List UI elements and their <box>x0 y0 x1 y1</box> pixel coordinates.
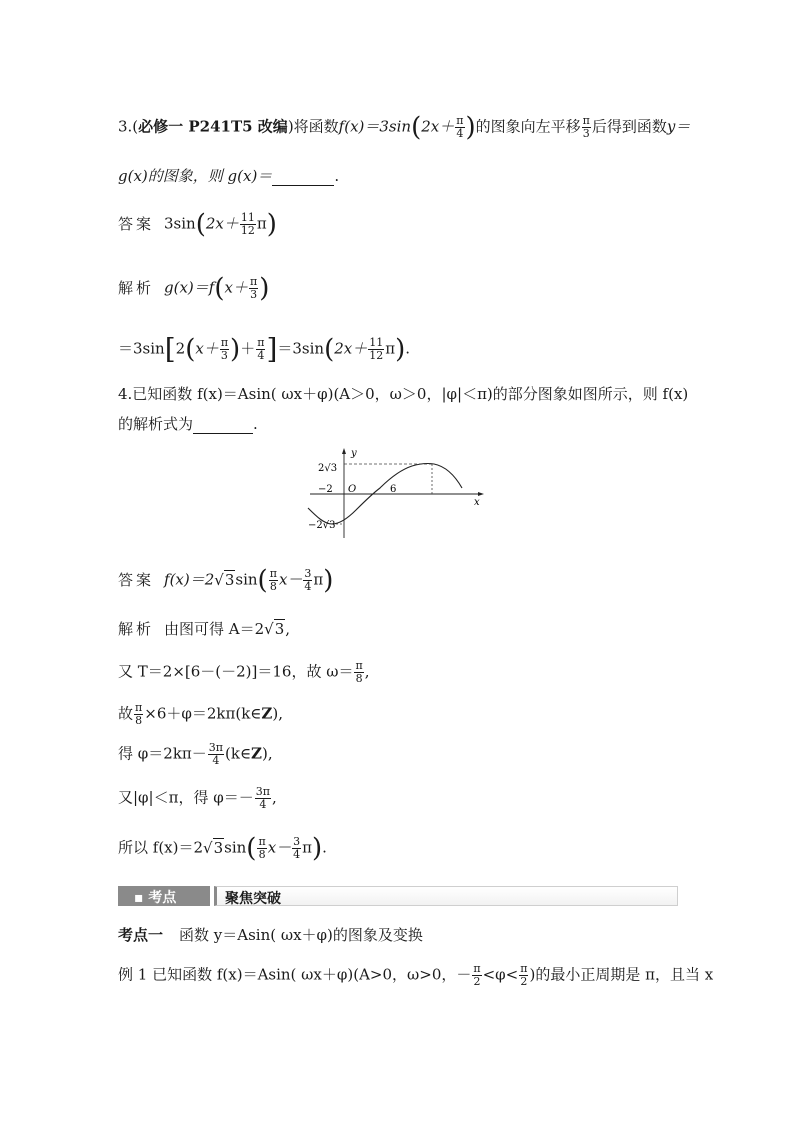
fraction-pi-4 <box>455 115 464 140</box>
answer-label: 答案 <box>118 570 155 589</box>
analysis-text: , <box>271 788 277 807</box>
q3-inner: 2x＋ <box>421 117 455 136</box>
q4-analysis-1 <box>118 619 290 639</box>
period: . <box>253 415 258 433</box>
analysis-text: sin <box>224 838 247 857</box>
q4-analysis-6 <box>118 833 327 864</box>
frac-den: 3 <box>220 349 228 362</box>
frac-num: π <box>355 659 363 672</box>
analysis-text: ×6＋φ＝2kπ(k∈ <box>144 704 262 723</box>
q4-line2 <box>118 414 258 434</box>
answer-expr: 3sin <box>164 214 196 233</box>
paren-close: ) <box>465 112 476 143</box>
analysis-text: ＝3sin <box>277 339 325 358</box>
analysis-text: ＋ <box>240 339 256 358</box>
analysis-text: 故 <box>118 704 134 723</box>
frac-num: 3 <box>293 835 301 848</box>
analysis-text: ), <box>262 744 273 763</box>
analysis-text: 2x＋ <box>334 339 368 358</box>
frac-den: 12 <box>369 349 384 362</box>
frac-den: 8 <box>258 848 266 861</box>
frac-num: 3π <box>255 785 270 798</box>
fraction-3-4 <box>292 836 301 861</box>
pi: π <box>313 570 324 589</box>
frac-num: π <box>258 835 266 848</box>
section-tag-label: ▪ 考点 <box>134 890 177 906</box>
q3-number: 3.( <box>118 117 139 136</box>
q3-analysis-2 <box>118 332 411 366</box>
x-axis-arrow <box>478 492 484 496</box>
answer-blank <box>272 171 334 186</box>
example-text: )的最小正周期是 π，且当 x <box>529 965 714 984</box>
frac-den: 4 <box>304 580 312 593</box>
fraction-pi-8 <box>269 568 278 593</box>
fraction-pi-8 <box>257 836 266 861</box>
topic-text: 函数 y＝Asin( ωx＋φ)的图象及变换 <box>179 926 423 944</box>
pi: π <box>385 339 396 358</box>
frac-den: 8 <box>135 714 143 727</box>
q3-text-c: 后得到函数 <box>591 117 667 136</box>
analysis-text: 又|φ|＜π，得 φ＝－ <box>118 788 254 807</box>
analysis-text: g(x)＝f <box>164 278 215 297</box>
tick-right: 6 <box>390 484 397 495</box>
fraction-pi-3 <box>582 115 591 140</box>
analysis-text: , <box>364 662 370 681</box>
q3-y-eq: y＝ <box>666 117 691 136</box>
paren-open: ( <box>246 833 257 864</box>
pi: π <box>302 838 313 857</box>
paren-open: ( <box>214 273 225 304</box>
analysis-text: ＝3sin <box>118 339 165 358</box>
answer-text: f(x)＝2 <box>164 570 215 589</box>
period: . <box>334 167 340 185</box>
q4-answer <box>118 565 334 596</box>
sqrt-radicand: 3 <box>274 620 285 638</box>
frac-den: 2 <box>520 975 528 988</box>
analysis-text: (k∈ <box>225 744 252 763</box>
frac-num: π <box>520 962 528 975</box>
frac-den: 8 <box>269 580 277 593</box>
analysis-text: x＋ <box>195 339 219 358</box>
paren-close: ) <box>259 273 270 304</box>
q3-source: 必修一 P241T5 改编 <box>138 117 288 136</box>
answer-inner: 2x＋ <box>205 214 239 233</box>
example-text: <φ< <box>482 965 519 984</box>
paren-open: ( <box>257 565 268 596</box>
q3-text-b: 的图象向左平移 <box>475 117 581 136</box>
answer-label: 答案 <box>118 214 155 233</box>
section-tag <box>118 886 210 906</box>
fraction-pi-3 <box>220 337 229 362</box>
sqrt: √3 <box>264 620 285 638</box>
q3-text-a: )将函数 <box>287 117 339 136</box>
q4-analysis-4 <box>118 742 273 767</box>
x-label: x <box>474 497 480 508</box>
example-text: 例 1 已知函数 f(x)＝Asin( ωx＋φ)(A>0，ω>0，－ <box>118 965 472 984</box>
fraction-pi-8 <box>134 702 143 727</box>
example-line <box>118 963 713 988</box>
q4-line2-text: 的解析式为 <box>118 415 194 433</box>
analysis-text: x－ <box>267 838 292 857</box>
frac-num: π <box>456 114 464 127</box>
q3-answer <box>118 209 277 240</box>
fraction-pi-2 <box>519 963 528 988</box>
q3-analysis-1 <box>118 273 270 304</box>
frac-den: 2 <box>473 975 481 988</box>
sqrt: √3 <box>214 570 235 589</box>
fraction-pi-3 <box>249 276 258 301</box>
paren-close: ) <box>266 209 277 240</box>
frac-den: 8 <box>355 672 363 685</box>
analysis-text: x＋ <box>224 278 248 297</box>
frac-den: 4 <box>212 754 220 767</box>
paren-close: ) <box>395 334 406 365</box>
integer-set: Z <box>251 744 262 763</box>
q4-line1: 4.已知函数 f(x)＝Asin( ωx＋φ)(A＞0，ω＞0，|φ|＜π)的部分图象如图所示，则 f(x) <box>118 385 689 403</box>
analysis-text: , <box>285 620 291 638</box>
bracket-open: [ <box>164 332 176 366</box>
topic-line <box>118 925 423 945</box>
frac-den: 4 <box>257 349 265 362</box>
frac-num: π <box>220 336 229 349</box>
paren-open: ( <box>185 334 196 365</box>
fraction-pi-2 <box>472 963 481 988</box>
frac-num: 3 <box>304 567 312 580</box>
frac-num: 11 <box>369 336 384 349</box>
frac-den: 4 <box>259 798 267 811</box>
analysis-text: 又 T＝2×[6－(－2)]＝16，故 ω＝ <box>118 662 354 681</box>
sqrt: √3 <box>203 838 224 857</box>
analysis-text: 2 <box>175 339 186 358</box>
integer-set: Z <box>261 704 273 723</box>
frac-den: 4 <box>456 127 464 140</box>
frac-num: π <box>257 336 265 349</box>
topic-label: 考点一 <box>118 926 164 944</box>
paren-close: ) <box>230 334 241 365</box>
paren-close: ) <box>323 565 334 596</box>
answer-blank <box>193 419 253 434</box>
section-header <box>118 886 678 906</box>
analysis-label: 解析 <box>118 620 155 638</box>
q4-analysis-5 <box>118 786 277 811</box>
analysis-text: 得 φ＝2kπ－ <box>118 744 207 763</box>
paren-close: ) <box>312 833 323 864</box>
analysis-text: 所以 f(x)＝2 <box>118 838 204 857</box>
frac-num: π <box>135 701 143 714</box>
frac-num: π <box>269 567 277 580</box>
fraction-3-4 <box>303 568 312 593</box>
q3-line2-text: g(x)的图象，则 g(x)＝ <box>118 167 273 185</box>
frac-den: 4 <box>293 848 301 861</box>
paren-open: ( <box>195 209 206 240</box>
fraction-3pi-4 <box>255 786 271 811</box>
frac-num: π <box>582 114 590 127</box>
sine-graph <box>304 448 488 540</box>
analysis-text: ), <box>272 704 283 723</box>
analysis-text: 由图可得 A＝2 <box>164 620 265 638</box>
tick-left: −2 <box>318 484 333 495</box>
answer-text: x－ <box>278 570 303 589</box>
q3-function: f(x)＝3sin <box>338 117 412 136</box>
frac-num: π <box>249 275 258 288</box>
fraction-3pi-4 <box>208 742 224 767</box>
paren-open: ( <box>324 334 335 365</box>
tick-max: 2√3 <box>318 463 338 474</box>
frac-num: 11 <box>240 211 255 224</box>
frac-num: π <box>473 962 481 975</box>
origin-label: O <box>348 484 357 495</box>
sqrt-radicand: 3 <box>213 838 224 857</box>
sqrt-radicand: 3 <box>224 570 235 589</box>
y-axis-arrow <box>342 448 346 454</box>
q3-line2 <box>118 166 339 186</box>
frac-den: 12 <box>240 224 255 237</box>
tick-min: −2√3 <box>308 520 336 531</box>
period: . <box>322 838 327 857</box>
frac-num: 3π <box>208 741 223 754</box>
q3-line1 <box>118 112 691 143</box>
analysis-label: 解析 <box>118 278 155 297</box>
pi: π <box>256 214 267 233</box>
answer-text: sin <box>235 570 258 589</box>
fraction-11-12 <box>368 337 384 362</box>
fraction-pi-8 <box>354 660 363 685</box>
fraction-pi-4 <box>256 337 265 362</box>
paren-open: ( <box>411 112 422 143</box>
y-label: y <box>351 448 357 459</box>
frac-den: 3 <box>250 288 258 301</box>
section-title: 聚焦突破 <box>225 891 281 907</box>
frac-den: 3 <box>582 127 590 140</box>
period: . <box>405 339 411 358</box>
bracket-close: ] <box>266 332 278 366</box>
section-title-box <box>214 886 678 906</box>
q4-analysis-3 <box>118 702 283 727</box>
fraction-11-12 <box>240 212 256 237</box>
q4-analysis-2 <box>118 660 369 685</box>
